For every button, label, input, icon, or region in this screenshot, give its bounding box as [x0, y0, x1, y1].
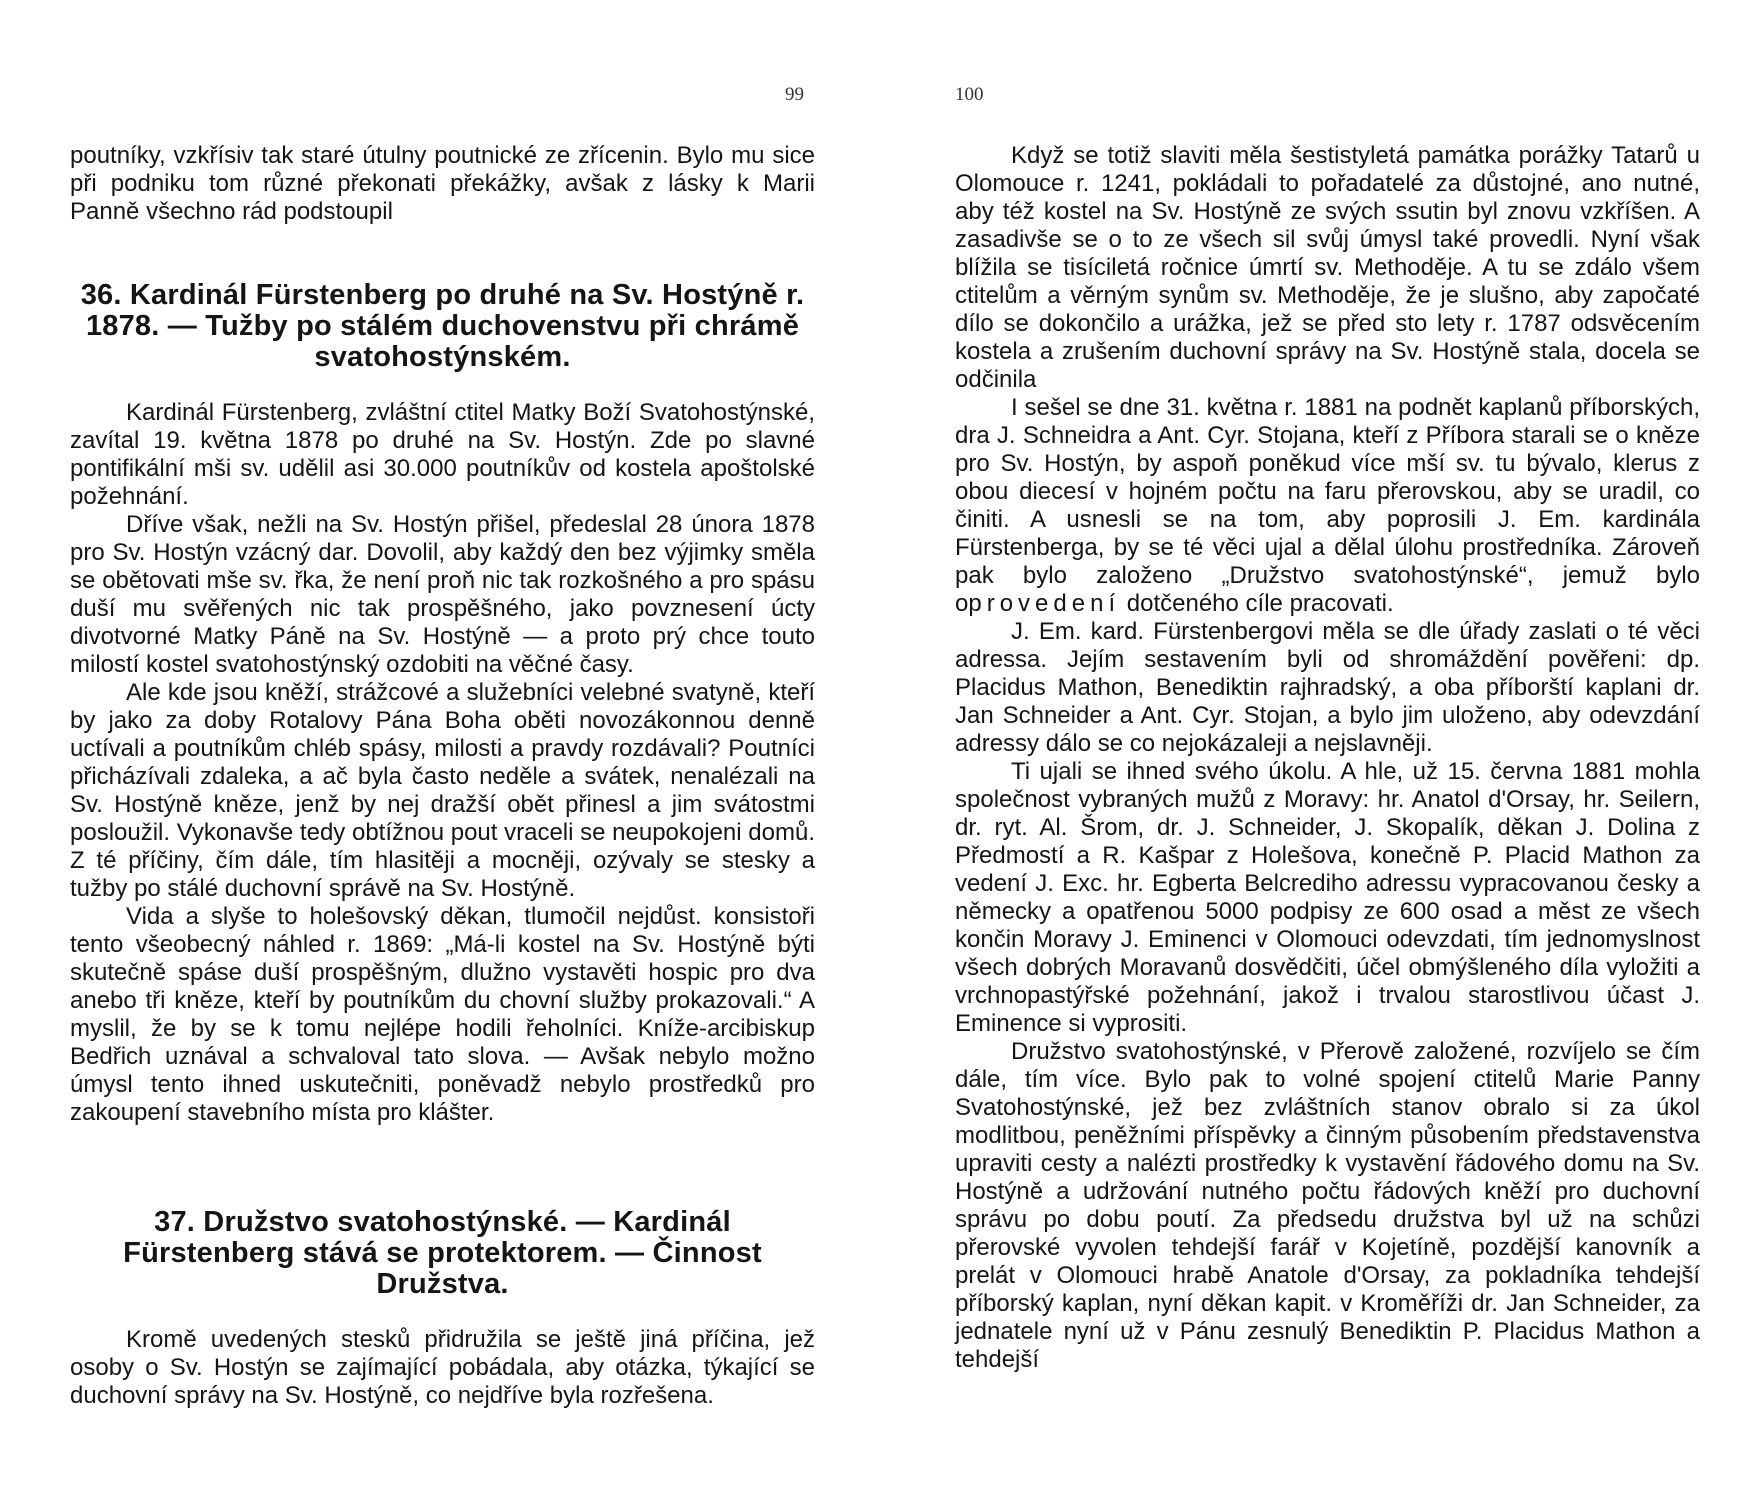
- paragraph: Družstvo svatohostýnské, v Přerově založené, rozvíjelo se čím dále, tím více. Bylo pak to volné spojení ctitelů Marie Panny Svatohostýnské, jež bez zvláštních stanov obralo si za úkol modlitbou, peněžními příspěvky a činným působením představenstva upraviti cesty a nalézti prostředky k vystavění řádového domu na Sv. Hostýně a udržování nutného počtu řádových kněží pro duchovní správu po dobu poutí. Za předsedu družstva byl už na schůzi přerovské vyvolen tehdejší farář v Kojetíně, pozdější kanovník a prelát v Olomouci hrabě Anatole d'Orsay, za pokladníka tehdejší příborský kaplan, nyní děkan kapit. v Kroměříži dr. Jan Schneider, za jednatele nyní už v Pánu zesnulý Benediktin P. Placidus Mathon a tehdejší: [955, 1038, 1700, 1373]
- page-number-left: 99: [785, 84, 804, 105]
- paragraph: J. Em. kard. Fürstenbergovi měla se dle úřady zaslati o té věci adressa. Jejím sestavením byli od shromáždění pověřeni: dp. Placidus Mathon, Benediktin rajhradský, a oba příborští kaplani dr. Jan Schneider a Ant. Cyr. Stojan, a bylo jim uloženo, aby odevzdání adressy dálo se co nejokázaleji a nejslavněji.: [955, 618, 1700, 757]
- paragraph: Vida a slyše to holešovský děkan, tlumočil nejdůst. konsistoři tento všeobecný náhled r. 1869: „Má-li kostel na Sv. Hostýně býti skutečně spáse duší prospěšným, dlužno vystavěti hospic pro dva anebo tři kněze, kteří by poutníkům du chovní služby prokazovali.“ A myslil, že by se k tomu nejlépe hodili řeholníci. Kníže-arcibiskup Bedřich uznával a schvaloval tato slova. — Avšak nebylo možno úmysl tento ihned uskutečniti, poněvadž nebylo prostředků pro zakoupení stavebního místa pro klášter.: [70, 903, 815, 1126]
- left-page-column: [70, 142, 815, 1410]
- opening-paragraph: poutníky, vzkřísiv tak staré útulny poutnické ze zřícenin. Bylo mu sice při podniku tom různé překonati překážky, avšak z lásky k Marii Panně všechno rád podstoupil: [70, 142, 815, 225]
- paragraph: Kromě uvedených stesků přidružila se ještě jiná příčina, jež osoby o Sv. Hostýn se zajímající pobádala, aby otázka, týkající se duchovní správy na Sv. Hostýně, co nejdříve byla rozřešena.: [70, 1326, 815, 1409]
- paragraph: Ti ujali se ihned svého úkolu. A hle, už 15. června 1881 mohla společnost vybraných mužů z Moravy: hr. Anatol d'Orsay, hr. Seilern, dr. ryt. Al. Šrom, dr. J. Schneider, J. Skopalík, děkan J. Dolina z Předmostí a R. Kašpar z Holešova, konečně P. Placid Mathon za vedení J. Exc. hr. Egberta Belcrediho adressu vypracovanou česky a německy a opatřenou 5000 podpisy ze 600 osad a měst ze všech končin Moravy J. Eminenci v Olomouci odevzdati, tím jednomyslnost všech dobrých Moravanů dosvědčiti, účel obmýšleného díla vyložiti a vrchnopastýřské požehnání, jakož i trvalou starostlivou účast J. Eminence si vyprositi.: [955, 758, 1700, 1037]
- right-page-column: [955, 142, 1700, 1374]
- paragraph: Ale kde jsou kněží, strážcové a služebníci velebné svatyně, kteří by jako za doby Rotalovy Pána Boha oběti novozákonnou denně uctívali a poutníkům chléb spásy, milosti a pravdy rozdávali? Poutníci přicházívali zdaleka, a ač byla často neděle a svátek, nenalézali na Sv. Hostýně kněze, jenž by nej dražší obět přinesl a jim svátostmi posloužil. Vykonavše tedy obtížnou pout vraceli se neupokojeni domů. Z té příčiny, čím dále, tím hlasitěji a mocněji, ozývaly se stesky a tužby po stálé duchovní správě na Sv. Hostýně.: [70, 679, 815, 902]
- chapter-heading-37: 37. Družstvo svatohostýnské. — Kardinál Fürstenberg stává se protektorem. — Činnost Družstva.: [123, 1206, 762, 1300]
- paragraph: Když se totiž slaviti měla šestistyletá památka porážky Tatarů u Olomouce r. 1241, pokládali to pořadatelé za důstojné, ano nutné, aby též kostel na Sv. Hostýně ze svých ssutin byl znovu vzkříšen. A zasadivše se o to ze všech sil svůj úmysl také provedli. Nyní však blížila se tisíciletá ročnice úmrtí sv. Methoděje. A tu se zdálo všem ctitelům a věrným synům sv. Methoděje, že je slušno, aby započaté dílo se dokončilo a urážka, jež se před sto lety r. 1787 odsvěcením kostela a zrušením duchovní správy na Sv. Hostýně stala, docela se odčinila: [955, 142, 1700, 393]
- chapter-heading-36: 36. Kardinál Fürstenberg po druhé na Sv. Hostýně r. 1878. — Tužby po stálém duchovenstvu při chrámě svatohostýnském.: [80, 279, 805, 373]
- paragraph-text: I sešel se dne 31. května r. 1881 na podnět kaplanů příborských, dra J. Schneidra a Ant. Cyr. Stojana, kteří z Příbora starali se o kněze pro Sv. Hostýn, by aspoň poněkud více mší sv. tu bývalo, klerus z obou diecesí v hojném počtu na faru přerovskou, aby se uradil, co činiti. A usnesli se na tom, aby poprosili J. Em. kardinála Fürstenberga, by se té věci ujal a dělal úlohu prostředníka. Zároveň pak bylo založeno „Družstvo svatohostýnské“, jemuž bylo o: [955, 394, 1700, 617]
- paragraph: [955, 394, 1700, 618]
- paragraph-text: dotčeného cíle pracovati.: [1120, 590, 1394, 617]
- page-number-right: 100: [955, 84, 984, 105]
- paragraph: Dříve však, nežli na Sv. Hostýn přišel, předeslal 28 února 1878 pro Sv. Hostýn vzácný dar. Dovolil, aby každý den bez výjimky směla se obětovati mše sv. řka, že není proň nic tak rozkošného a pro spásu duší mu svěřených nic tak prospěšného, jako povznesení úcty divotvorné Matky Páně na Sv. Hostýně — a proto prý chce touto milostí kostel svatohostýnský ozdobiti na věčné časy.: [70, 511, 815, 678]
- paragraph: Kardinál Fürstenberg, zvláštní ctitel Matky Boží Svatohostýnské, zavítal 19. května 1878 po druhé na Sv. Hostýn. Zde po slavné pontifikální mši sv. udělil asi 30.000 poutníkův od kostela apoštolské požehnání.: [70, 399, 815, 510]
- spaced-emphasis: provedení: [968, 590, 1121, 617]
